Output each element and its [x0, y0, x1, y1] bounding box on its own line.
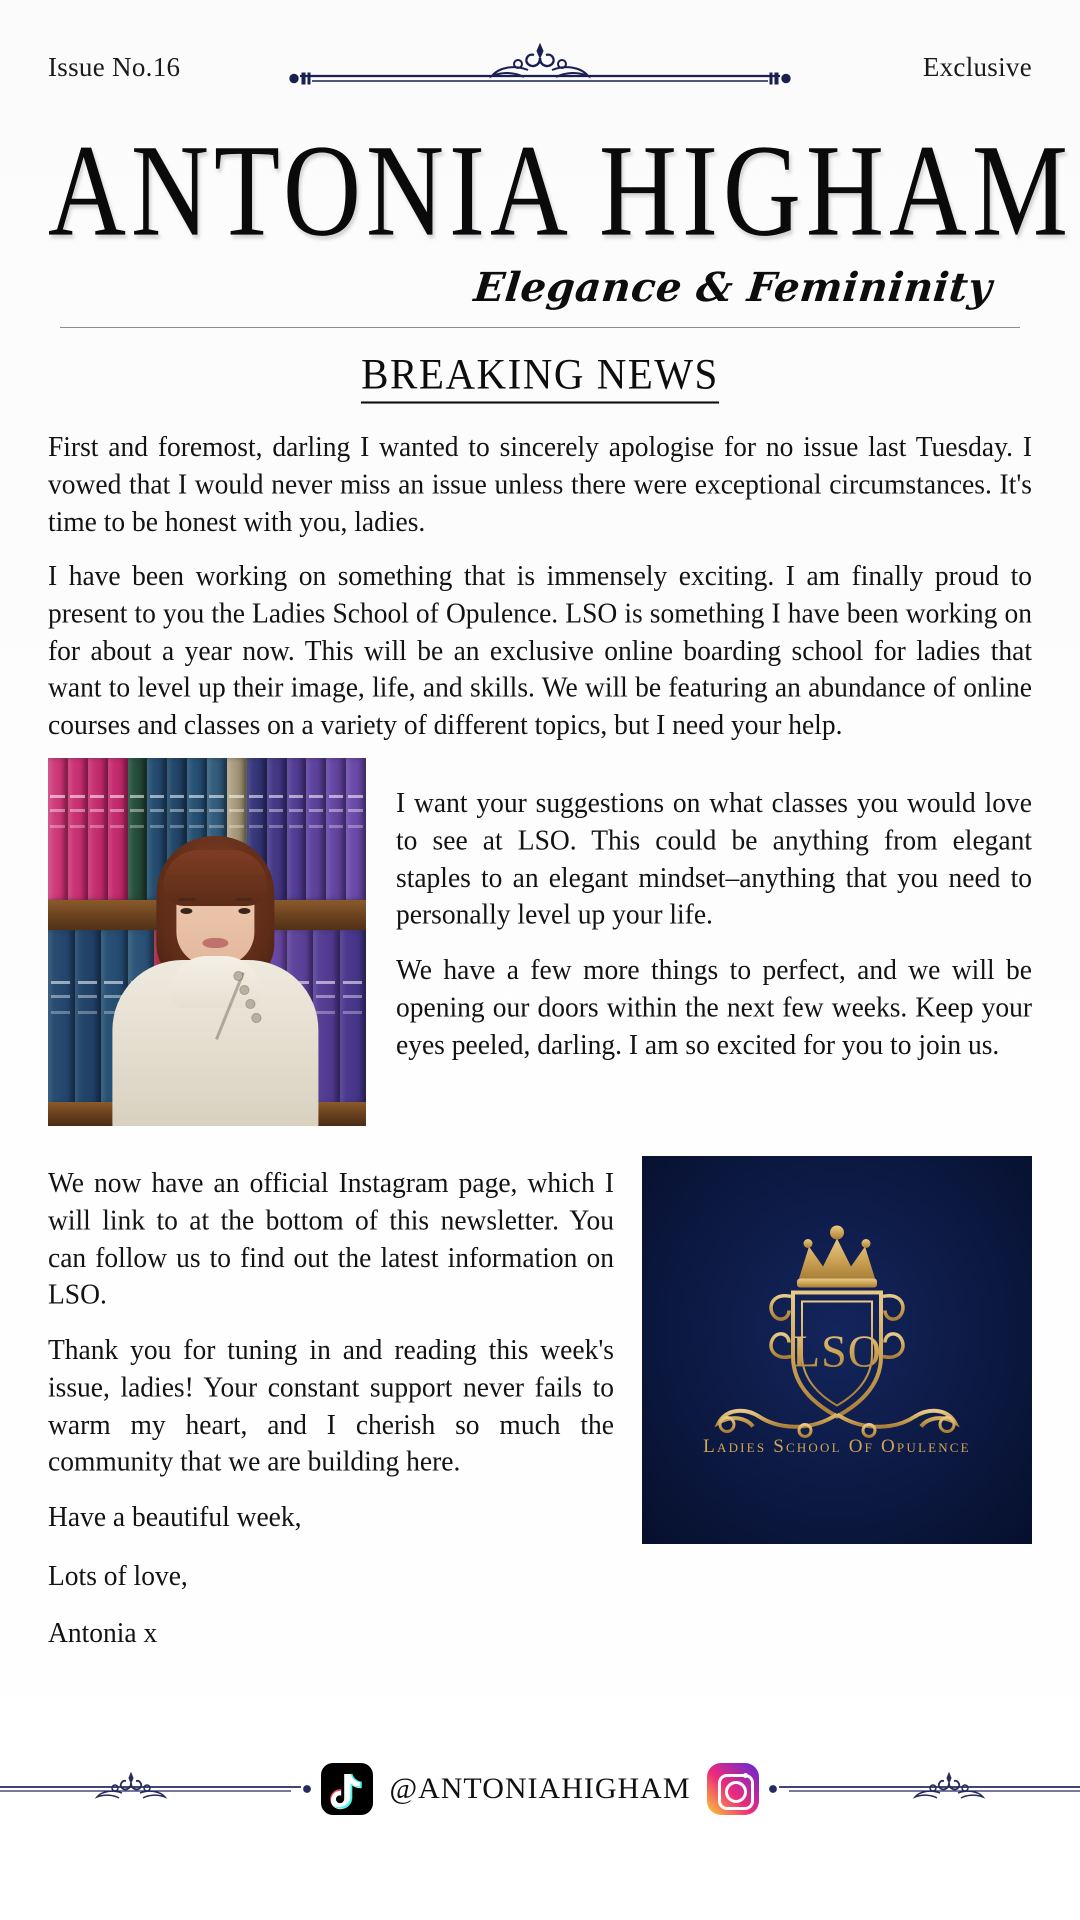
masthead — [48, 118, 1073, 328]
bottom-row — [48, 1156, 1032, 1673]
footer-ornament-right — [759, 1769, 1080, 1809]
masthead-divider — [60, 327, 1020, 328]
paragraph: We now have an official Instagram page, which I will link to at the bottom of this newsletter. You can follow us to find out the latest information on LSO. — [48, 1166, 614, 1310]
issue-number: Issue No.16 — [48, 52, 181, 82]
photo-side-column — [396, 758, 1032, 1082]
masthead-topbar — [48, 0, 1032, 120]
logo-caption: Ladies School Of Opulence — [703, 1436, 971, 1457]
footer-social-bar — [0, 1754, 1080, 1824]
paragraph: I have been working on something that is immensely exciting. I am finally proud to present to you the Ladies School of Opulence. LSO is something I have been working on for about a year now. This will be an exclusive online boarding school for ladies that want to level up their image, life, and skills. We will be featuring an abundance of online courses and classes on a variety of different topics, but I need your help. — [48, 559, 1032, 741]
ornament-flourish-icon — [0, 1769, 321, 1809]
photo-text-row — [48, 758, 1032, 1126]
crown-icon — [797, 1226, 877, 1288]
portrait-subject — [110, 826, 320, 1126]
eyebrow — [235, 898, 252, 901]
instagram-icon[interactable] — [707, 1763, 759, 1815]
section-heading-wrap — [48, 350, 1032, 402]
crest-monogram: LSO — [792, 1325, 882, 1377]
ornament-flourish-icon — [260, 36, 820, 92]
exclusive-label: Exclusive — [922, 52, 1032, 82]
section-heading: BREAKING NEWS — [361, 348, 719, 403]
tiktok-icon[interactable] — [321, 1763, 373, 1815]
eye — [238, 908, 250, 914]
intro-paragraphs — [48, 428, 1032, 741]
lso-crest — [687, 1217, 987, 1452]
signature: Antonia x — [48, 1616, 158, 1649]
social-handle[interactable]: @ANTONIAHIGHAM — [389, 1772, 691, 1805]
crest-icon — [687, 1217, 987, 1447]
lips — [202, 938, 228, 948]
masthead-tagline: Elegance & Femininity — [471, 264, 995, 311]
page-title: ANTONIA HIGHAM — [48, 118, 1073, 264]
eye — [180, 908, 192, 914]
portrait-photo — [48, 758, 366, 1126]
button — [252, 1014, 260, 1022]
paragraph: First and foremost, darling I wanted to sincerely apologise for no issue last Tuesday. I vowed that I would never miss an issue unless there were exceptional circumstances. It's time to be honest with you, ladies. — [48, 430, 1032, 537]
button — [240, 986, 248, 994]
paragraph: We have a few more things to perfect, and we will be opening our doors within the next few weeks. Keep your eyes peeled, darling. I am so excited for you to join us. — [396, 953, 1032, 1060]
button — [246, 1000, 254, 1008]
signoff-line: Have a beautiful week, — [48, 1500, 302, 1533]
paragraph: Thank you for tuning in and reading this week's issue, ladies! Your constant support never fails to warm my heart, and I cherish so much the community that we are building here. — [48, 1333, 614, 1477]
eyebrow — [178, 898, 195, 901]
paragraph: I want your suggestions on what classes you would love to see at LSO. This could be anything from elegant staples to an elegant mindset–anything that you need to personally level up your life. — [396, 786, 1032, 930]
lso-logo-panel — [642, 1156, 1032, 1544]
button — [234, 972, 242, 980]
closing-column — [48, 1156, 614, 1673]
footer-ornament-left — [0, 1769, 321, 1809]
top-ornament — [260, 36, 820, 92]
signoff-line: Lots of love, — [48, 1558, 188, 1592]
ornament-flourish-icon — [759, 1769, 1080, 1809]
flourish-icon — [719, 1411, 955, 1437]
